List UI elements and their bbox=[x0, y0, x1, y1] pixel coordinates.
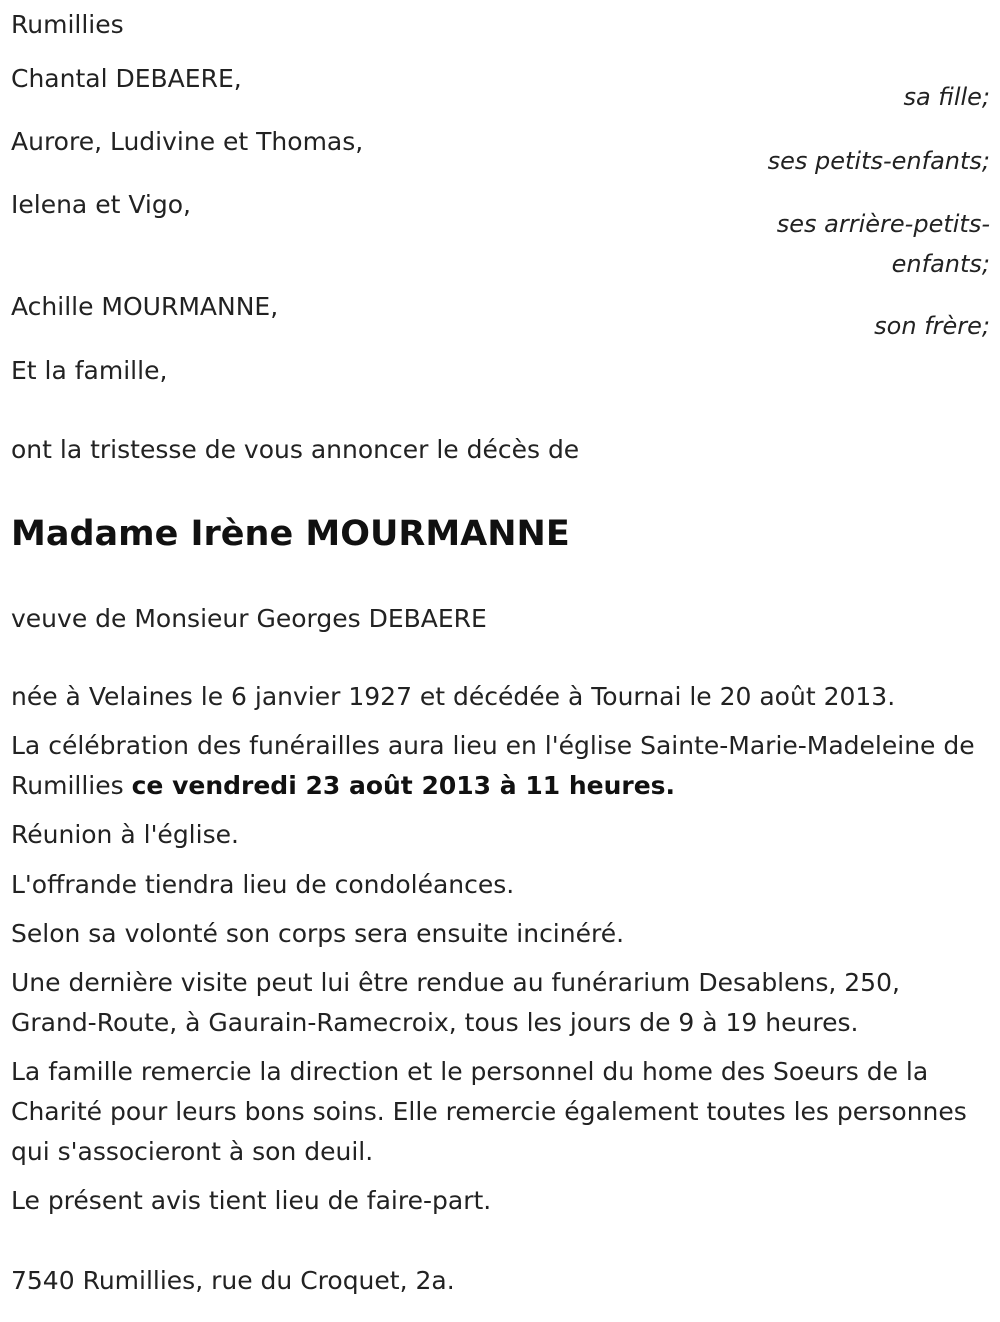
obituary-notice bbox=[0, 5, 1000, 1322]
deceased-name: Madame Irène MOURMANNE bbox=[11, 514, 570, 554]
family-member-name: Aurore, Ludivine et Thomas, bbox=[11, 127, 364, 156]
place-heading: Rumillies bbox=[11, 10, 124, 39]
announcement-intro: ont la tristesse de vous annoncer le décès de bbox=[11, 435, 580, 464]
family-member-great-grandchildren bbox=[11, 185, 990, 287]
family-member-grandchildren bbox=[11, 122, 990, 184]
visit-note: Une dernière visite peut lui être rendue au funérarium Desablens, 250, Grand-Route, à Gaurain-Ramecroix, tous les jours de 9 à 19 heures. bbox=[11, 968, 900, 1037]
funeral-date: ce vendredi 23 août 2013 à 11 heures. bbox=[131, 771, 676, 800]
family-member-name: Achille MOURMANNE, bbox=[11, 292, 279, 321]
thanks-note: La famille remercie la direction et le personnel du home des Soeurs de la Charité pour leurs bons soins. Elle remercie également toutes les personnes qui s'associeront à son deuil. bbox=[11, 1057, 967, 1166]
offering-note: L'offrande tiendra lieu de condoléances. bbox=[11, 870, 515, 899]
birth-death-dates: née à Velaines le 6 janvier 1927 et décédée à Tournai le 20 août 2013. bbox=[11, 682, 896, 711]
family-member-daughter bbox=[11, 59, 990, 121]
notice-note: Le présent avis tient lieu de faire-part. bbox=[11, 1186, 492, 1215]
family-member-name: Chantal DEBAERE, bbox=[11, 64, 242, 93]
reunion-note: Réunion à l'église. bbox=[11, 820, 239, 849]
funeral-text: La célébration des funérailles aura lieu en l'église Sainte-Marie-Madeleine de Rumillies bbox=[11, 731, 975, 800]
family-member-role: son frère; bbox=[874, 312, 990, 340]
family-member-name: Ielena et Vigo, bbox=[11, 190, 191, 219]
family-member-role: ses arrière-petits-enfants; bbox=[776, 210, 990, 278]
cremation-note: Selon sa volonté son corps sera ensuite incinéré. bbox=[11, 919, 625, 948]
family-member-brother bbox=[11, 287, 990, 349]
address: 7540 Rumillies, rue du Croquet, 2a. bbox=[11, 1266, 455, 1295]
funeral-details bbox=[11, 726, 990, 806]
family-member-role: ses petits-enfants; bbox=[767, 147, 990, 175]
family-member-role: sa fille; bbox=[903, 83, 990, 111]
widow-of: veuve de Monsieur Georges DEBAERE bbox=[11, 604, 487, 633]
family-closing: Et la famille, bbox=[11, 356, 168, 385]
